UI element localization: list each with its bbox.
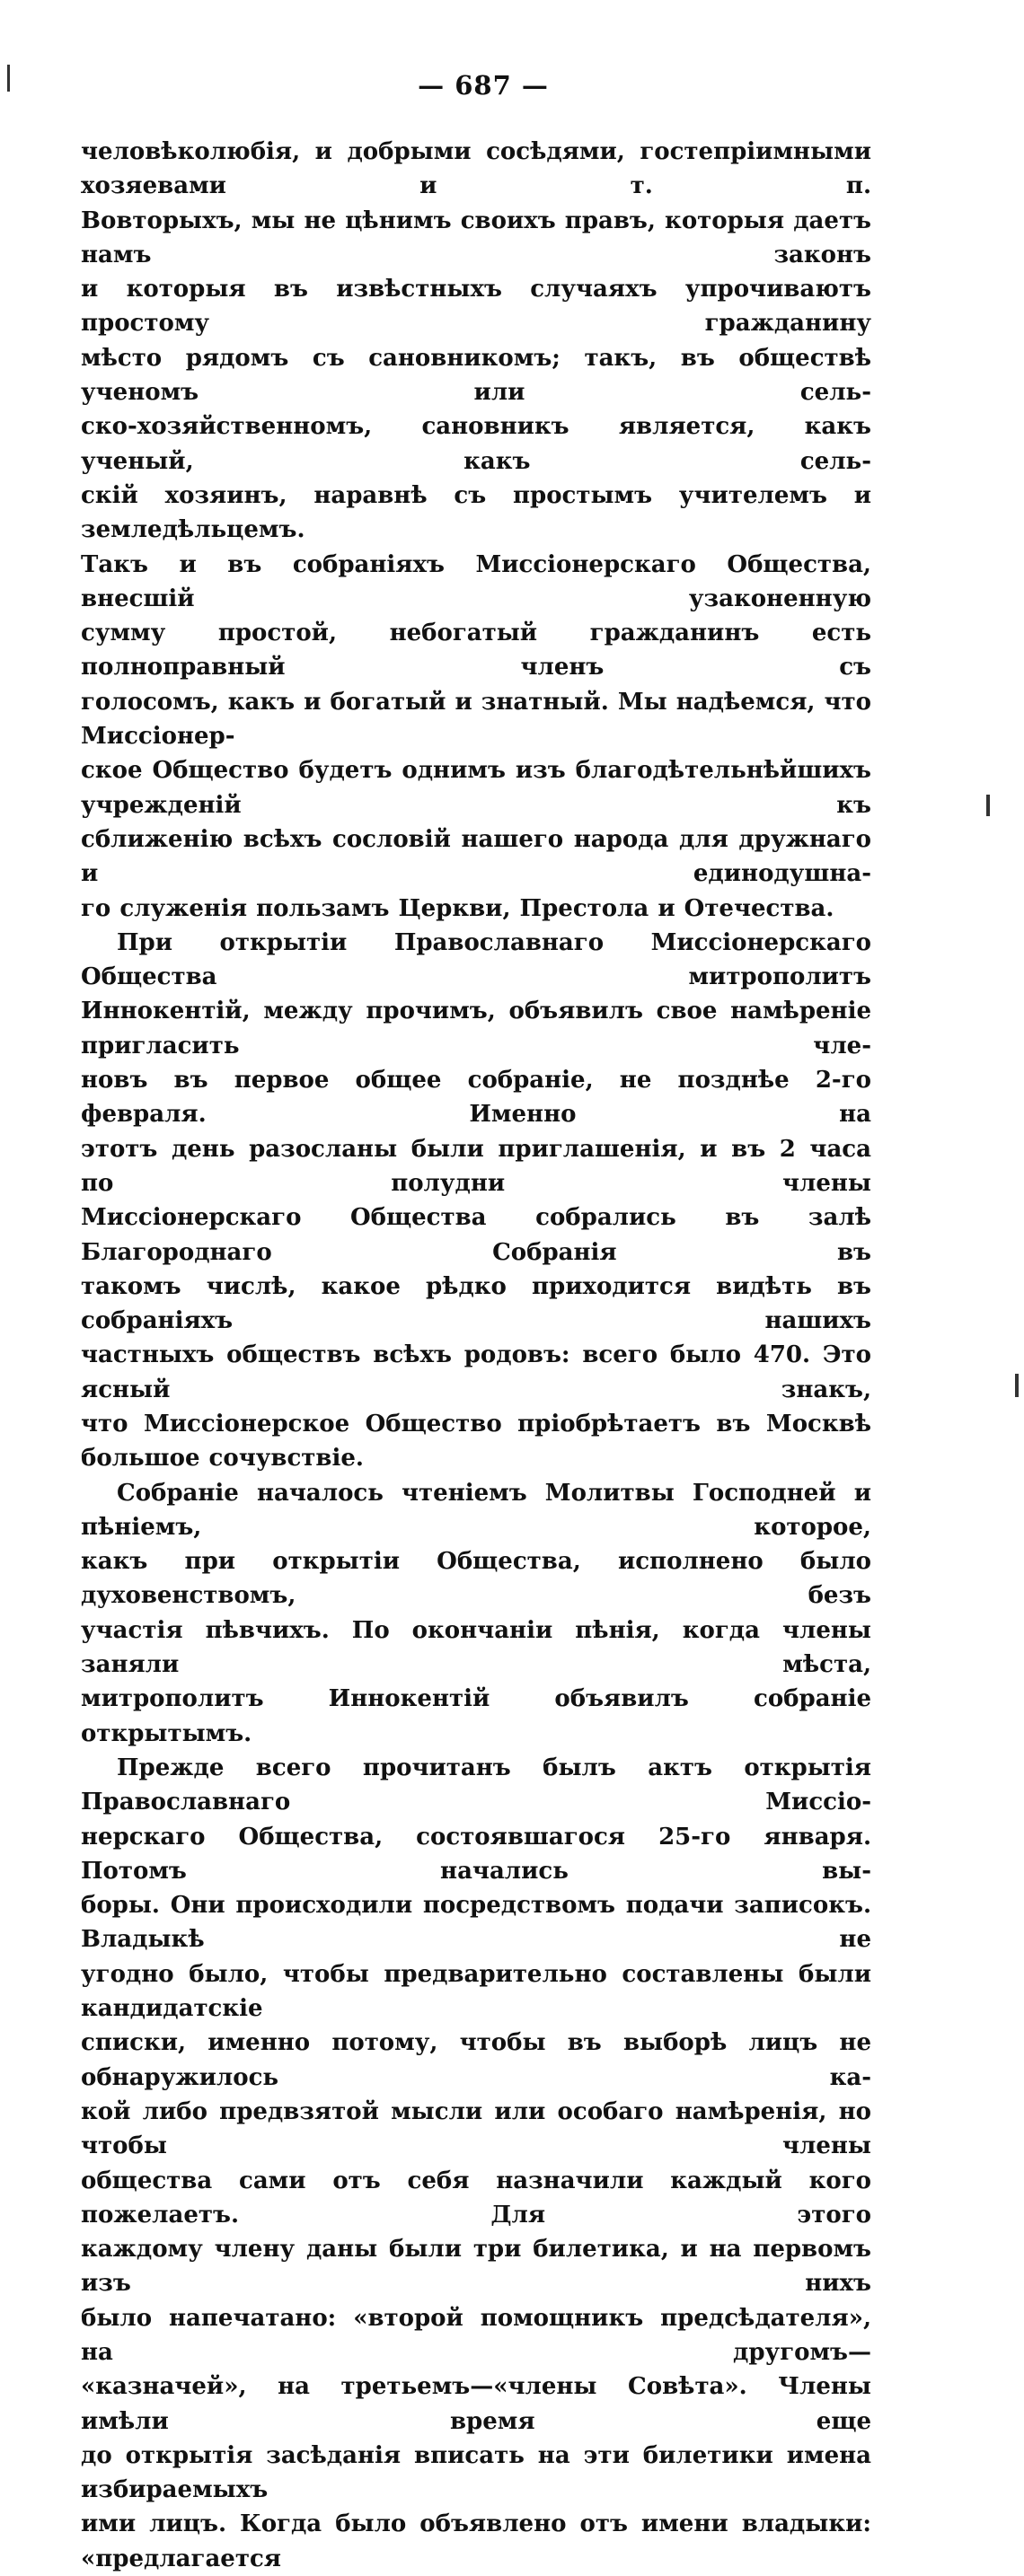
text-line: частныхъ обществъ всѣхъ родовъ: всего было 470. Это ясный знакъ, — [81, 1341, 871, 1403]
text-line: кой либо предвзятой мысли или особаго намѣренія, но чтобы члены — [81, 2097, 871, 2160]
text-line: голосомъ, какъ и богатый и знатный. Мы надѣемся, что Миссіонер- — [81, 688, 871, 751]
text-line: списки, именно потому, чтобы въ выборѣ лицъ не обнаружилось ка- — [81, 2029, 871, 2091]
text-line: го служенія пользамъ Церкви, Престола и Отечества. — [81, 894, 834, 922]
text-line: Прежде всего прочитанъ былъ актъ открытія Православнаго Миссіо- — [81, 1754, 871, 1816]
text-line: такомъ числѣ, какое рѣдко приходится видѣть въ собраніяхъ нашихъ — [81, 1272, 871, 1335]
text-line: человѣколюбія, и добрыми сосѣдями, гостепріимными хозяевами и т. п. — [81, 138, 871, 200]
text-line: Собраніе началось чтеніемъ Молитвы Господней и пѣніемъ, которое, — [81, 1479, 871, 1541]
text-line: каждому члену даны были три билетика, и на первомъ изъ нихъ — [81, 2236, 871, 2298]
text-line: сумму простой, небогатый гражданинъ есть полноправный членъ съ — [81, 620, 871, 681]
text-line: Такъ и въ собраніяхъ Миссіонерскаго Общества, внесшій узаконенную — [81, 550, 871, 612]
scan-edge-mark — [986, 795, 990, 816]
text-line: этотъ день разосланы были приглашенія, и въ 2 часа по полудни члены — [81, 1135, 871, 1197]
text-line: участія пѣвчихъ. По окончаніи пѣнія, когда члены заняли мѣста, — [81, 1616, 871, 1679]
text-line: мѣсто рядомъ съ сановникомъ; такъ, въ обществѣ ученомъ или сель- — [81, 344, 871, 407]
text-line: Миссіонерскаго Общества собрались въ залѣ Благороднаго Собранія въ — [81, 1204, 871, 1266]
text-line: и которыя въ извѣстныхъ случаяхъ упрочиваютъ простому гражданину — [81, 276, 871, 338]
paragraph-list — [81, 135, 871, 2576]
text-line: угодно было, чтобы предварительно составлены были кандидатскіе — [81, 1960, 871, 2023]
text-line: новъ въ первое общее собраніе, не позднѣе 2-го февраля. Именно на — [81, 1067, 871, 1129]
text-line: Вовторыхъ, мы не цѣнимъ своихъ правъ, которыя даетъ намъ законъ — [81, 207, 871, 268]
text-line: скій хозяинъ, наравнѣ съ простымъ учителемъ и земледѣльцемъ. — [81, 481, 871, 544]
text-line: Иннокентій, между прочимъ, объявилъ свое намѣреніе пригласить чле- — [81, 998, 871, 1059]
text-line: нерскаго Общества, состоявшагося 25-го января. Потомъ начались вы- — [81, 1823, 871, 1885]
text-line: общества сами отъ себя назначили каждый кого пожелаетъ. Для этого — [81, 2167, 871, 2229]
text-line: было напечатано: «второй помощникъ предсѣдателя», на другомъ— — [81, 2304, 871, 2366]
text-line: митрополитъ Иннокентій объявилъ собраніе открытымъ. — [81, 1685, 871, 1747]
text-line: ско-хозяйственномъ, сановникъ является, какъ ученый, какъ сель- — [81, 413, 871, 475]
text-line: какъ при открытіи Общества, исполнено было духовенствомъ, безъ — [81, 1548, 871, 1610]
text-line: ими лицъ. Когда было объявлено отъ имени владыки: «предлагается — [81, 2510, 871, 2572]
text-line: ское Общество будетъ однимъ изъ благодѣтельнѣйшихъ учрежденій къ — [81, 757, 871, 819]
page-number: — 687 — — [418, 70, 549, 101]
text-line: что Миссіонерское Общество пріобрѣтаетъ въ Москвѣ большое сочувствіе. — [81, 1410, 871, 1473]
text-line: боры. Они происходили посредствомъ подачи записокъ. Владыкѣ не — [81, 1892, 871, 1954]
text-line: до открытія засѣданія вписать на эти билетики имена избираемыхъ — [81, 2441, 871, 2504]
text-line: сближенію всѣхъ сословій нашего народа для дружнаго и единодушна- — [81, 825, 871, 888]
text-line: При открытіи Православнаго Миссіонерскаго Общества митрополитъ — [81, 928, 871, 991]
scan-edge-mark — [1015, 1374, 1019, 1397]
body-text — [81, 135, 871, 2576]
text-line: «казначей», на третьемъ—«члены Совѣта». Члены имѣли время еще — [81, 2373, 871, 2435]
